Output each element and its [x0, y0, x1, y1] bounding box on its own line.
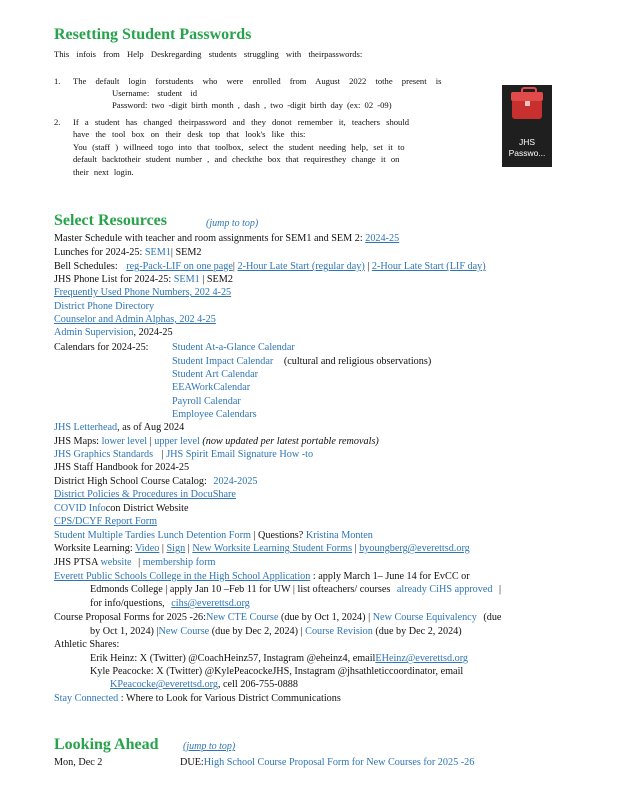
erik-heinz-line: [90, 652, 468, 665]
bell-late-start-regular-link[interactable]: 2-Hour Late Start (regular day): [237, 261, 365, 272]
kyle-peacocke-cell: , cell 206-755-0888: [217, 679, 298, 690]
maps-line: [54, 435, 379, 448]
calendar-link-employee[interactable]: Employee Calendars: [172, 409, 257, 420]
section-title-looking-ahead: Looking Ahead: [54, 736, 159, 753]
maps-note: (now updated per latest portable removals): [202, 436, 379, 447]
master-schedule-line: [54, 232, 399, 245]
due-label: DUE:: [180, 757, 204, 768]
course-proposal-form-link[interactable]: High School Course Proposal Form for New Courses for 2025 -26: [203, 757, 475, 768]
kristina-monten-link[interactable]: Kristina Monten: [305, 530, 373, 541]
college-in-hs-text-2: Edmonds College | apply Jan 10 –Feb 11 for UW | list ofteachers/ courses: [90, 584, 391, 595]
letterhead-link[interactable]: JHS Letterhead: [54, 422, 118, 433]
separator: |: [367, 261, 370, 272]
course-catalog-text: District High School Course Catalog:: [54, 476, 207, 487]
password-rule: Password: two -digit birth month , dash , two -digit birth day (ex: 02 -09): [112, 100, 392, 110]
stay-connected-text: : Where to Look for Various District Communications: [120, 693, 341, 704]
tardies-line: [54, 529, 373, 542]
calendar-link-payroll[interactable]: Payroll Calendar: [172, 396, 241, 407]
college-in-hs-line-2: [90, 583, 501, 596]
tardies-questions: | Questions?: [253, 530, 304, 541]
separator: |: [149, 436, 152, 447]
section-title-resources: Select Resources: [54, 212, 167, 229]
toolbox-text-line: If a student has changed theirpassword and they donot remember it, teachers should: [73, 117, 410, 127]
equivalency-due-text-2: by Oct 1, 2024) |: [90, 626, 159, 637]
toolbox-text-line: You (staff ) willneed togo into that toolbox, select the student needing help, set it to: [73, 142, 405, 152]
separator: |: [138, 557, 141, 568]
stay-connected-link[interactable]: Stay Connected: [54, 693, 119, 704]
frequent-phone-numbers-link[interactable]: Frequently Used Phone Numbers, 202 4-25: [54, 287, 232, 298]
bell-reg-link[interactable]: reg-Pack-LIF on one page: [126, 261, 233, 272]
lunches-text: Lunches for 2024-25:: [54, 247, 143, 258]
bell-schedules-line: [54, 260, 486, 273]
staff-handbook-text: JHS Staff Handbook for 2024-25: [54, 462, 190, 473]
new-course-equivalency-link[interactable]: New Course Equivalency: [372, 612, 477, 623]
district-policies-link[interactable]: District Policies & Procedures in DocuShare: [54, 489, 236, 500]
separator: |: [499, 584, 502, 595]
new-cte-course-link[interactable]: New CTE Course: [205, 612, 279, 623]
toolbox-graphic: [512, 99, 542, 119]
email-signature-link[interactable]: JHS Spirit Email Signature How -to: [166, 449, 314, 460]
calendar-link-eea-work[interactable]: EEAWorkCalendar: [172, 382, 251, 393]
tardies-form-link[interactable]: Student Multiple Tardies Lunch Detention Form: [54, 530, 251, 541]
worksite-text: Worksite Learning:: [54, 543, 133, 554]
bell-schedules-text: Bell Schedules:: [54, 261, 118, 272]
college-in-hs-line: [54, 570, 470, 583]
toolbox-text-line: their next login.: [73, 167, 134, 177]
ptsa-website-link[interactable]: website: [100, 557, 132, 568]
separator: |: [232, 261, 235, 272]
looking-ahead-date: Mon, Dec 2: [54, 757, 103, 768]
calendar-impact-line: [172, 355, 431, 368]
course-revision-link[interactable]: Course Revision: [305, 626, 373, 637]
separator: |: [161, 543, 164, 554]
cps-dcyf-report-link[interactable]: CPS/DCYF Report Form: [54, 516, 158, 527]
maps-upper-level-link[interactable]: upper level: [154, 436, 200, 447]
graphics-standards-link[interactable]: JHS Graphics Standards: [54, 449, 154, 460]
calendar-link-impact[interactable]: Student Impact Calendar: [172, 356, 274, 367]
course-proposal-line-2: [90, 625, 462, 638]
covid-info-link[interactable]: COVID Info: [54, 503, 106, 514]
district-phone-directory-link[interactable]: District Phone Directory: [54, 301, 155, 312]
looking-ahead-item: [180, 756, 474, 769]
icon-label-line1: JHS: [518, 137, 536, 147]
worksite-sign-link[interactable]: Sign: [166, 543, 186, 554]
erik-heinz-text: Erik Heinz: X (Twitter) @CoachHeinz57, Instagram @eheinz4, email: [90, 653, 376, 664]
stay-connected-line: [54, 692, 341, 705]
passwords-intro: This infois from Help Deskregarding students struggling with theirpasswords:: [54, 49, 363, 59]
letterhead-line: [54, 421, 184, 434]
toolbox-icon[interactable]: [502, 85, 552, 167]
icon-label-line2: Passwo...: [508, 148, 546, 158]
phone-list-line: [54, 273, 233, 286]
ptsa-text: JHS PTSA: [54, 557, 98, 568]
lunches-line: [54, 246, 202, 259]
new-course-link[interactable]: New Course: [158, 626, 210, 637]
separator: |: [161, 449, 164, 460]
college-in-hs-text-3: for info/questions,: [90, 598, 165, 609]
course-proposal-line: [54, 611, 501, 624]
cte-due-text: (due by Oct 1, 2024) |: [280, 612, 371, 623]
maps-lower-level-link[interactable]: lower level: [101, 436, 148, 447]
course-catalog-link[interactable]: 2024-2025: [213, 476, 258, 487]
section-title-passwords: Resetting Student Passwords: [54, 26, 252, 43]
toolbox-text-line: have the tool box on their desk top that look's like this:: [73, 129, 306, 139]
separator: |: [354, 543, 357, 554]
equivalency-due-text: (due: [483, 612, 502, 623]
counselor-admin-alphas-link[interactable]: Counselor and Admin Alphas, 202 4-25: [54, 314, 216, 325]
cihs-approved-link[interactable]: already CiHS approved: [396, 584, 493, 595]
phone-sem1-link[interactable]: SEM1: [173, 274, 200, 285]
admin-supervision-year: , 2024-25: [133, 327, 173, 338]
calendars-label: Calendars for 2024-25:: [54, 342, 149, 353]
master-schedule-text: Master Schedule with teacher and room assignments for SEM1 and SEM 2:: [54, 233, 363, 244]
covid-text: con District Website: [105, 503, 189, 514]
admin-supervision-link[interactable]: Admin Supervision: [54, 327, 134, 338]
username-rule: Username: student id: [112, 88, 198, 98]
worksite-forms-link[interactable]: New Worksite Learning Student Forms: [192, 543, 353, 554]
athletic-shares-label: Athletic Shares:: [54, 639, 120, 650]
toolbox-text-line: default backtotheir student number , and checkthe box that requiresthey change it on: [73, 154, 400, 164]
course-proposal-text: Course Proposal Forms for 2025 -26:: [54, 612, 206, 623]
letterhead-note: , as of Aug 2024: [117, 422, 185, 433]
cihs-email-link[interactable]: cihs@everettsd.org: [171, 598, 250, 609]
worksite-email-link[interactable]: byoungberg@everettsd.org: [359, 543, 470, 554]
lunch-sem2-text: | SEM2: [170, 247, 202, 258]
phone-list-text: JHS Phone List for 2024-25:: [54, 274, 172, 285]
separator: |: [187, 543, 190, 554]
item-number-1: 1.: [54, 76, 61, 86]
kyle-peacocke-email-link[interactable]: KPeacocke@everettsd.org: [110, 679, 218, 690]
ptsa-line: [54, 556, 215, 569]
calendar-link-art[interactable]: Student Art Calendar: [172, 369, 259, 380]
college-in-hs-text: : apply March 1– June 14 for EvCC or: [312, 571, 470, 582]
kyle-peacocke-text: Kyle Peacocke: X (Twitter) @KylePeacockeJHS, Instagram @jhsathleticcoordinator, email: [90, 666, 464, 677]
admin-supervision-line: [54, 326, 173, 339]
maps-text: JHS Maps:: [54, 436, 100, 447]
worksite-video-link[interactable]: Video: [135, 543, 160, 554]
lunch-sem1-link[interactable]: SEM1: [144, 247, 171, 258]
phone-sem2-text: | SEM2: [202, 274, 233, 285]
erik-heinz-email-link[interactable]: EHeinz@everettsd.org: [375, 653, 469, 664]
calendar-impact-note: (cultural and religious observations): [283, 356, 432, 367]
jump-to-top-link[interactable]: (jump to top): [206, 218, 259, 229]
calendar-link-at-a-glance[interactable]: Student At-a-Glance Calendar: [172, 342, 295, 353]
ptsa-membership-link[interactable]: membership form: [142, 557, 216, 568]
item-number-2: 2.: [54, 117, 61, 127]
worksite-line: [54, 542, 470, 555]
bell-late-start-lif-link[interactable]: 2-Hour Late Start (LIF day): [371, 261, 486, 272]
kyle-peacocke-line-2: [110, 678, 298, 691]
covid-line: [54, 502, 189, 515]
new-course-due-text: (due by Dec 2, 2024) |: [211, 626, 303, 637]
graphics-line: [54, 448, 313, 461]
master-schedule-link[interactable]: 2024-25: [365, 233, 400, 244]
course-revision-due-text: (due by Dec 2, 2024): [375, 626, 462, 637]
jump-to-top-link-2[interactable]: (jump to top): [183, 741, 236, 752]
college-in-hs-line-3: [90, 597, 250, 610]
course-catalog-line: [54, 475, 258, 488]
default-login-text: The default login forstudents who were enrolled from August 2022 tothe present is: [73, 76, 442, 86]
college-in-hs-link[interactable]: Everett Public Schools College in the High School Application: [54, 571, 311, 582]
